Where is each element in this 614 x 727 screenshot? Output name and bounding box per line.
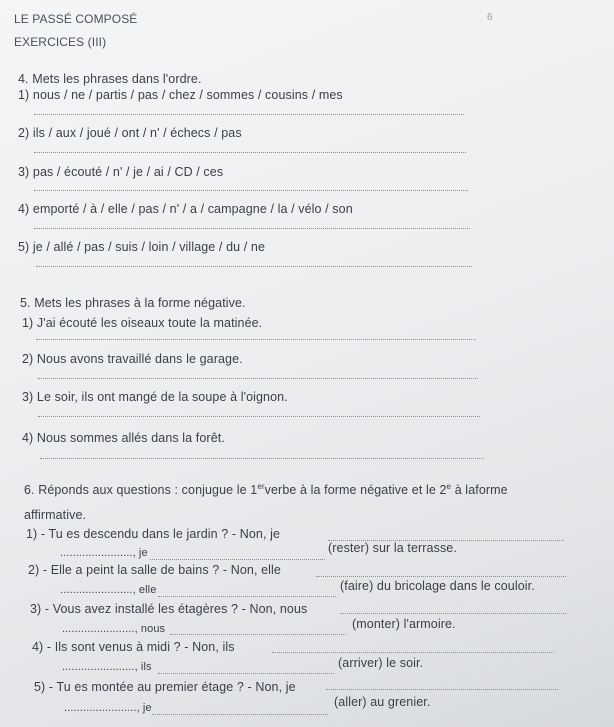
ex6-verb-1: (rester) sur la terrasse. xyxy=(328,541,457,555)
answer-line[interactable] xyxy=(34,228,470,229)
ex4-item-4: 4) emporté / à / elle / pas / n' / a / campagne / la / vélo / son xyxy=(18,202,353,216)
ex4-item-3: 3) pas / écouté / n' / je / ai / CD / ces xyxy=(18,165,224,179)
ex6-question-1: 1) - Tu es descendu dans le jardin ? - Non, je xyxy=(26,527,281,541)
answer-line[interactable] xyxy=(34,152,466,153)
ex6-heading: 6. Réponds aux questions : conjugue le 1erverbe à la forme négative et le 2e à laforme xyxy=(24,482,508,498)
page-number: 6 xyxy=(487,12,493,23)
answer-line[interactable] xyxy=(158,673,334,674)
ex5-heading: 5. Mets les phrases à la forme négative. xyxy=(20,296,246,310)
ex6-heading-line2: affirmative. xyxy=(24,508,87,522)
ex6-question-4: 4) - Ils sont venus à midi ? - Non, ils xyxy=(32,640,235,654)
answer-line[interactable] xyxy=(34,190,468,191)
ex6-verb-2: (faire) du bricolage dans le couloir. xyxy=(340,579,535,593)
ex5-item-1: 1) J'ai écouté les oiseaux toute la matinée. xyxy=(22,316,263,330)
answer-line[interactable] xyxy=(340,613,566,614)
ex4-item-5: 5) je / allé / pas / suis / loin / village / du / ne xyxy=(18,240,265,254)
answer-line[interactable] xyxy=(272,652,554,653)
ex6-pronoun-5: ......................., je xyxy=(64,702,152,714)
ex5-item-4: 4) Nous sommes allés dans la forêt. xyxy=(22,431,225,445)
answer-line[interactable] xyxy=(158,596,336,597)
ex6-verb-4: (arriver) le soir. xyxy=(338,656,424,670)
answer-line[interactable] xyxy=(170,634,346,635)
ex5-item-2: 2) Nous avons travaillé dans le garage. xyxy=(22,352,243,366)
answer-line[interactable] xyxy=(316,576,566,577)
answer-line[interactable] xyxy=(36,266,472,267)
ex4-heading: 4. Mets les phrases dans l'ordre. xyxy=(18,72,202,86)
ex5-item-3: 3) Le soir, ils ont mangé de la soupe à l'oignon. xyxy=(22,390,288,404)
answer-line[interactable] xyxy=(150,559,325,560)
ex4-item-1: 1) nous / ne / partis / pas / chez / sommes / cousins / mes xyxy=(18,88,343,102)
answer-line[interactable] xyxy=(38,378,478,379)
answer-line[interactable] xyxy=(40,458,484,459)
answer-line[interactable] xyxy=(152,714,328,715)
ex6-question-2: 2) - Elle a peint la salle de bains ? - Non, elle xyxy=(28,563,281,577)
ex6-question-3: 3) - Vous avez installé les étagères ? - Non, nous xyxy=(30,602,308,616)
ex6-verb-5: (aller) au grenier. xyxy=(334,695,431,709)
ex6-pronoun-4: ......................., ils xyxy=(62,661,152,673)
answer-line[interactable] xyxy=(36,339,476,340)
ex6-pronoun-2: ......................., elle xyxy=(60,584,157,596)
answer-line[interactable] xyxy=(326,689,558,690)
ex6-question-5: 5) - Tu es montée au premier étage ? - Non, je xyxy=(34,680,296,694)
answer-line[interactable] xyxy=(34,114,464,115)
answer-line[interactable] xyxy=(38,416,480,417)
ex6-pronoun-3: ......................., nous xyxy=(62,623,166,635)
page-subtitle: EXERCICES (III) xyxy=(14,35,107,49)
page-title: LE PASSÉ COMPOSÉ xyxy=(14,12,138,26)
ex4-item-2: 2) ils / aux / joué / ont / n' / échecs / pas xyxy=(18,126,242,140)
ex6-pronoun-1: ......................., je xyxy=(60,547,148,559)
ex6-verb-3: (monter) l'armoire. xyxy=(352,617,456,631)
